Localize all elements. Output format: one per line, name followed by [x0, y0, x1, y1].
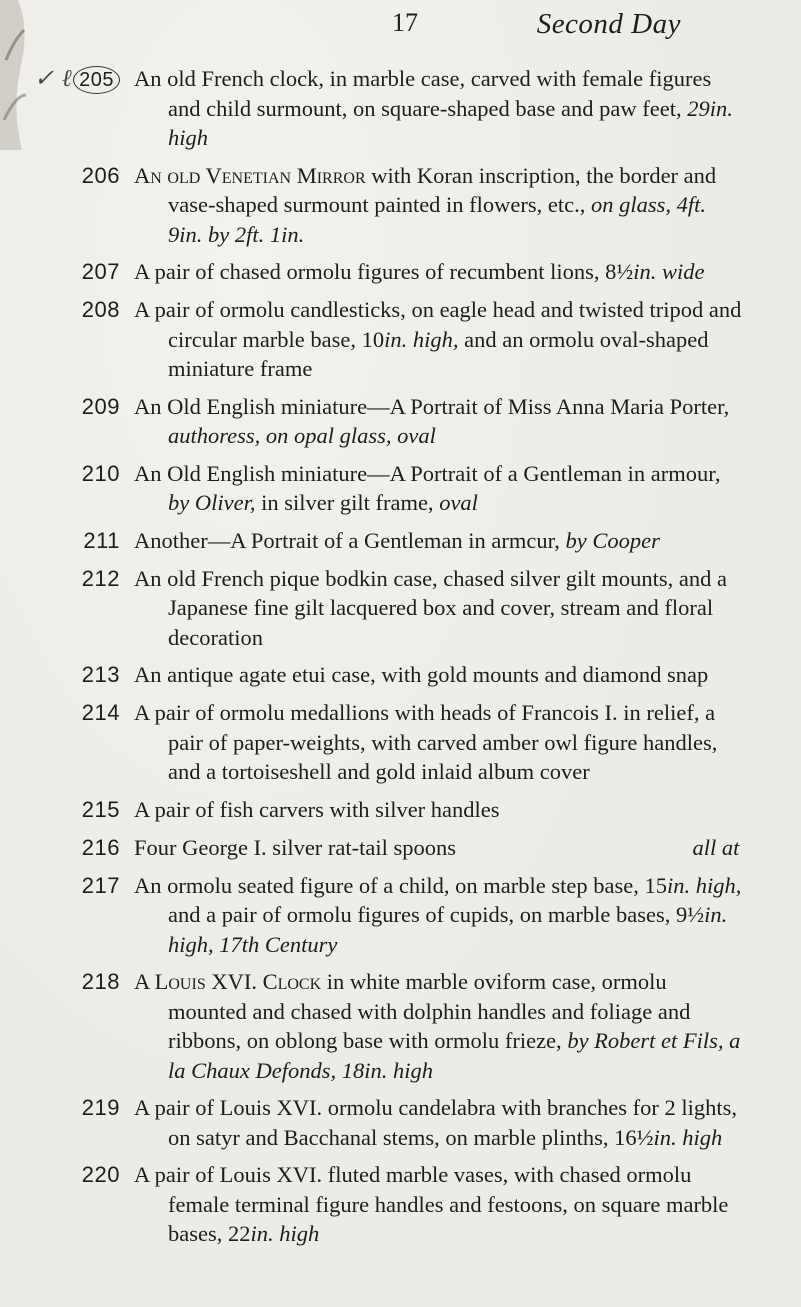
lot-entry [0, 698, 801, 787]
lot-description [134, 833, 744, 863]
lot-text-segment: oval [439, 490, 478, 515]
lot-text-segment: An old French pique bodkin case, chased silver gilt mounts, and a Japanese fine gilt lacquered box and cover, stream and floral decoration [134, 565, 727, 650]
lot-entry [0, 161, 801, 250]
lot-text-segment: and a pair of ormolu figures of cupids, on marble bases, 9½ [168, 902, 705, 927]
lot-number: 210 [81, 460, 120, 486]
lot-text-segment: in silver gilt frame, [255, 490, 440, 515]
lot-text-segment: in. high [653, 1124, 723, 1150]
lot-number: 213 [81, 662, 120, 687]
lot-description [134, 64, 744, 153]
lot-number: 215 [81, 796, 120, 822]
lot-text-segment: and an ormolu oval-shaped miniature frame [168, 326, 709, 381]
lot-number: 217 [81, 872, 120, 898]
lot-text-segment: in white marble oviform case, ormolu mounted and chased with dolphin handles and foliage and ribbons, on oblong base with ormolu frieze, [168, 969, 691, 1053]
lot-text-segment: A pair of Louis XVI. fluted marble vases, with chased ormolu female terminal figure handles and festoons, on square marble bases, 22 [134, 1162, 729, 1246]
lot-entry [0, 660, 801, 690]
lot-text-segment: A pair of ormolu candlesticks, on eagle head and twisted tripod and circular marble base, 10 [134, 297, 742, 352]
lot-text-segment: in. wide [633, 259, 705, 284]
lot-text-segment: An old Venetian Mirror [134, 162, 366, 188]
lot-text-segment: An Old English miniature—A Portrait of a Gentleman in armour, [134, 460, 721, 486]
lot-entry [0, 295, 801, 384]
lot-entry [0, 64, 801, 153]
lot-description [134, 967, 744, 1085]
lot-entry [0, 1160, 801, 1249]
lot-description [134, 295, 744, 384]
lot-number: 211 [83, 527, 120, 553]
lot-entry [0, 459, 801, 518]
lot-text-segment: with Koran inscription, the border and vase-shaped surmount painted in flowers, etc., [168, 162, 717, 217]
lot-text-segment: A pair of ormolu medallions with heads of Francois I. in relief, a pair of paper-weights, with carved amber owl figure handles, and a tortoiseshell and gold inlaid album cover [134, 700, 718, 784]
lot-text-segment: A Louis XVI. Clock [134, 969, 322, 994]
lot-description [134, 459, 744, 518]
lot-text-segment: authoress, on opal glass, oval [168, 423, 436, 448]
lot-number: 219 [81, 1095, 120, 1120]
lot-list [0, 64, 801, 1257]
lot-entry [0, 871, 801, 960]
lot-entry [0, 1093, 801, 1152]
lot-entry [0, 392, 801, 451]
lot-entry [0, 257, 801, 287]
lot-text-segment: An old French clock, in marble case, carved with female figures and child surmount, on square-shaped base and paw feet, [134, 66, 712, 121]
lot-text-segment: on glass, 4ft. 9in. by 2ft. 1in. [168, 192, 707, 247]
lot-text-segment: in. high [250, 1221, 320, 1246]
lot-text-segment: A pair of fish carvers with silver handles [134, 796, 500, 822]
running-head: Second Day [536, 8, 681, 40]
lot-text-segment: in. high, [384, 326, 459, 352]
lot-text-segment: 29in. high [168, 95, 733, 150]
lot-description [134, 795, 744, 825]
page-header [0, 8, 801, 48]
lot-number: 206 [81, 162, 120, 188]
lot-description [134, 1093, 744, 1152]
lot-number: 205 [0, 64, 134, 94]
lot-text-segment: by Cooper [565, 527, 660, 553]
lot-text-segment: by Oliver, [168, 490, 256, 515]
lot-text-segment: by Robert et Fils, a la Chaux Defonds, 18in. high [168, 1028, 741, 1083]
lot-number: 207 [81, 259, 120, 284]
lot-entry [0, 833, 801, 863]
lot-description [134, 392, 744, 451]
lot-entry [0, 967, 801, 1085]
lot-description [134, 257, 744, 287]
lot-text-segment: in. high, 17th Century [168, 902, 728, 957]
lot-number: 208 [81, 297, 120, 322]
lot-text-segment: An ormolu seated figure of a child, on marble step base, 15 [134, 872, 667, 898]
lot-description [134, 161, 744, 250]
lot-text-segment: An Old English miniature—A Portrait of Miss Anna Maria Porter, [134, 393, 730, 419]
lot-number: 216 [81, 834, 120, 860]
lot-description [134, 660, 744, 690]
lot-text-segment: in. high, [666, 872, 742, 898]
page-number: 17 [392, 8, 418, 37]
lot-number: 209 [81, 393, 120, 419]
lot-entry [0, 564, 801, 653]
lot-text-segment: A pair of chased ormolu figures of recumbent lions, 8½ [134, 259, 634, 284]
handwritten-mark: ✓ ℓ [34, 64, 72, 92]
lot-description [134, 564, 744, 653]
lot-text-segment: Another—A Portrait of a Gentleman in armcur, [134, 527, 566, 553]
lot-text-segment: An antique agate etui case, with gold mounts and diamond snap [134, 662, 709, 687]
lot-description [134, 871, 744, 960]
lot-entry [0, 795, 801, 825]
lot-number: 214 [81, 700, 120, 725]
lot-number: 212 [81, 565, 120, 591]
lot-number: 218 [81, 969, 120, 994]
lot-text-segment: A pair of Louis XVI. ormolu candelabra with branches for 2 lights, on satyr and Bacchanal stems, on marble plinths, 16½ [134, 1095, 737, 1150]
lot-entry [0, 526, 801, 556]
lot-number: 220 [81, 1162, 120, 1187]
lot-note: all at [692, 834, 740, 860]
lot-description [134, 526, 744, 556]
lot-description [134, 1160, 744, 1249]
lot-description [134, 698, 744, 787]
lot-text-segment: Four George I. silver rat-tail spoons [134, 834, 457, 860]
